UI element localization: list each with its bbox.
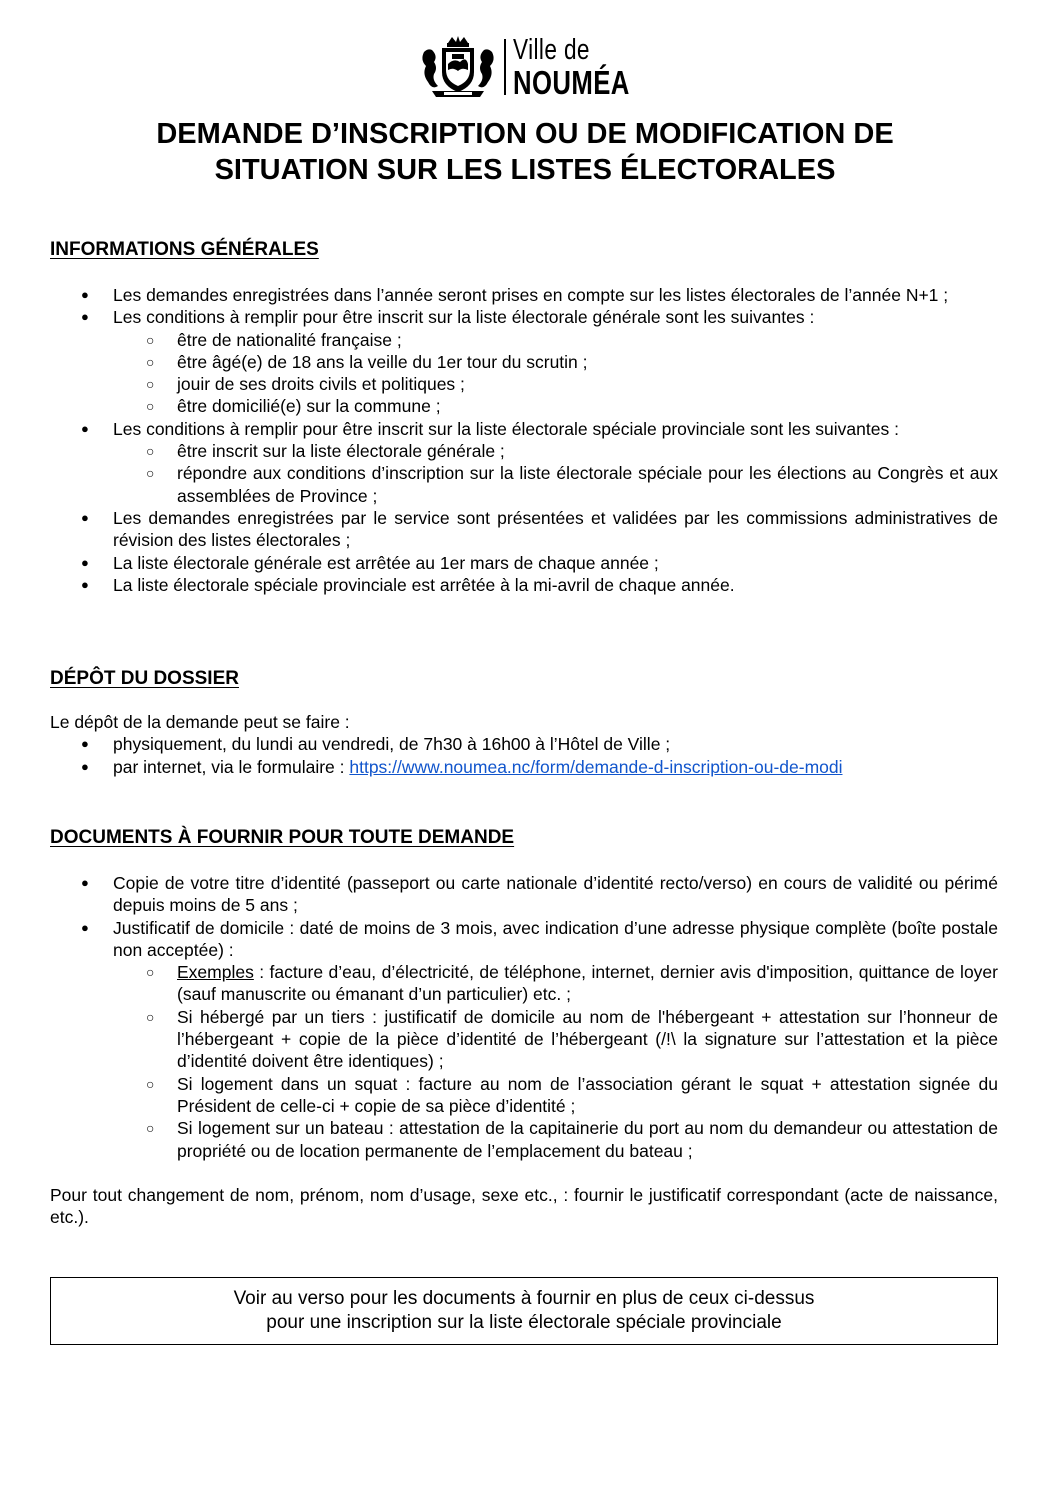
list-item: ● Les conditions à remplir pour être inscrit sur la liste électorale spéciale provinciale sont les suivantes : [50,418,998,440]
general-info-list [50,284,998,596]
documents-list [50,872,998,1162]
online-label: par internet, via le formulaire : [113,756,350,777]
sub-list-item: ○ être domicilié(e) sur la commune ; [50,395,998,417]
list-item: ● La liste électorale générale est arrêtée au 1er mars de chaque année ; [50,552,998,574]
sub-list-item: ○ Si logement sur un bateau : attestation de la capitainerie du port au nom du demandeur ou attestation de propriété ou de location permanente de l’emplacement du bateau ; [50,1117,998,1162]
logo-line-ville: Ville de [513,33,590,66]
list-item: ● physiquement, du lundi au vendredi, de 7h30 à 16h00 à l’Hôtel de Ville ; [50,733,998,755]
depot-intro: Le dépôt de la demande peut se faire : [50,712,350,732]
list-item: ● Les demandes enregistrées dans l’année seront prises en compte sur les listes électorales de l’année N+1 ; [50,284,998,306]
title-line-2: SITUATION SUR LES LISTES ÉLECTORALES [214,154,836,186]
form-link[interactable]: https://www.noumea.nc/form/demande-d-inscription-ou-de-modi [349,756,843,777]
sub-list-item: ○ être inscrit sur la liste électorale générale ; [50,440,998,462]
list-item: ● La liste électorale spéciale provinciale est arrêtée à la mi-avril de chaque année. [50,574,998,596]
sub-list-item: ○ jouir de ses droits civils et politiques ; [50,373,998,395]
list-item: ● Copie de votre titre d’identité (passeport ou carte nationale d’identité recto/verso) en cours de validité ou périmé depuis moins de 5 ans ; [50,872,998,917]
depot-block [50,711,998,778]
name-change-note: Pour tout changement de nom, prénom, nom d’usage, sexe etc., : fournir le justificatif correspondant (acte de naissance, etc.). [50,1185,998,1228]
logo-line-noumea: NOUMÉA [513,63,630,101]
city-logo [418,34,663,100]
sub-list-item: ○ Si hébergé par un tiers : justificatif de domicile au nom de l'hébergeant + attestation sur l’honneur de l’hébergeant + copie de la pièce d’identité de l’hébergeant (/!\ la signature sur l’attestation et la pièce d’identité doivent être identiques) ; [50,1006,998,1073]
heading-documents: DOCUMENTS À FOURNIR POUR TOUTE DEMANDE [50,827,515,848]
heading-depot: DÉPÔT DU DOSSIER [50,668,239,689]
title-line-1: DEMANDE D’INSCRIPTION OU DE MODIFICATION DE [156,118,894,150]
sub-list-item [50,961,998,1006]
logo-wordmark [513,33,663,101]
sub-list-item: ○ répondre aux conditions d’inscription sur la liste électorale spéciale pour les élections au Congrès et aux assemblées de Province ; [50,462,998,507]
list-item [50,756,998,778]
list-item: ● Justificatif de domicile : daté de moins de 3 mois, avec indication d’une adresse physique complète (boîte postale non acceptée) : [50,917,998,962]
list-item: ● Les demandes enregistrées par le service sont présentées et validées par les commissions administratives de révision des listes électorales ; [50,507,998,552]
coat-of-arms-icon [418,34,498,100]
verso-note-line-2: pour une inscription sur la liste électorale spéciale provinciale [266,1312,782,1333]
sub-list-item: ○ être âgé(e) de 18 ans la veille du 1er tour du scrutin ; [50,351,998,373]
heading-general-info: INFORMATIONS GÉNÉRALES [50,239,319,260]
sub-list-item: ○ être de nationalité française ; [50,329,998,351]
list-item: ● Les conditions à remplir pour être inscrit sur la liste électorale générale sont les suivantes : [50,306,998,328]
examples-text: : facture d’eau, d’électricité, de téléphone, internet, dernier avis d'imposition, quittance de loyer (sauf manuscrite ou émanant d’un particulier) etc. ; [177,962,998,1005]
verso-note-line-1: Voir au verso pour les documents à fournir en plus de ceux ci-dessus [233,1288,815,1309]
examples-label: Exemples [177,962,254,983]
sub-list-item: ○ Si logement dans un squat : facture au nom de l’association gérant le squat + attestation signée du Président de celle-ci + copie de sa pièce d’identité ; [50,1073,998,1118]
logo-separator [504,39,506,95]
page-title [50,116,1000,188]
verso-note-box [50,1277,998,1345]
